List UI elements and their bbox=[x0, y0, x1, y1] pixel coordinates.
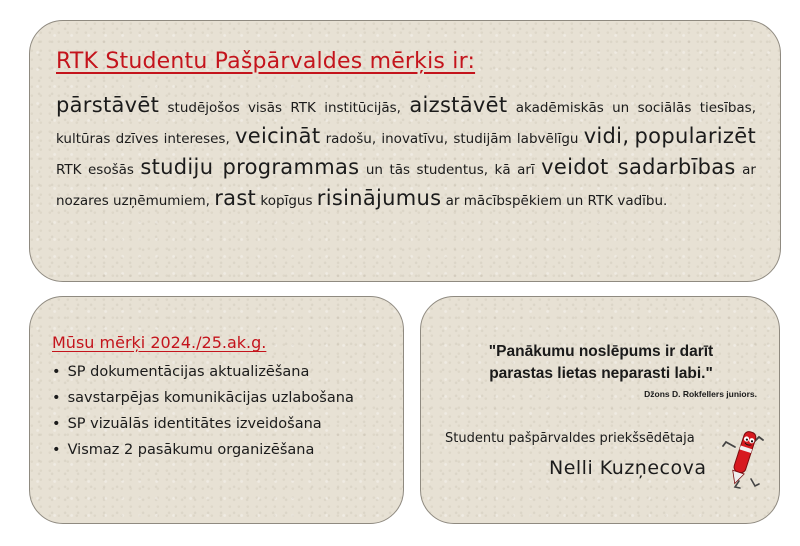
mission-keyword: vidi, bbox=[583, 124, 630, 148]
mission-text-fragment: akadēmiskās un sociālās tiesības, kultūras dzīves intereses, bbox=[56, 100, 757, 147]
mission-text-fragment: studējošos visās RTK institūcijās, bbox=[159, 100, 410, 116]
mission-text-fragment: RTK esošās bbox=[56, 162, 141, 178]
chair-role: Studentu pašpārvaldes priekšsēdētaja bbox=[445, 431, 695, 446]
goal-item: • SP vizuālās identitātes izveidošana bbox=[52, 411, 354, 437]
mission-keyword: risinājumus bbox=[316, 186, 442, 210]
mission-title: RTK Studentu Pašpārvaldes mērķis ir: bbox=[56, 49, 476, 74]
red-pen-mascot-icon bbox=[721, 421, 767, 491]
mission-card bbox=[29, 20, 781, 282]
quote-author: Džons D. Rokfellers juniors. bbox=[644, 389, 757, 399]
goal-item: • savstarpējas komunikācijas uzlabošana bbox=[52, 385, 354, 411]
quote-card bbox=[420, 296, 780, 524]
mission-text-fragment: ar nozares uzņēmumiem, bbox=[56, 162, 756, 209]
mission-keyword: popularizēt bbox=[634, 124, 757, 148]
mission-keyword: pārstāvēt bbox=[56, 93, 160, 117]
mission-keyword: studiju programmas bbox=[140, 155, 360, 179]
goal-item: • Vismaz 2 pasākumu organizēšana bbox=[52, 437, 354, 463]
mission-keyword: aizstāvēt bbox=[409, 93, 508, 117]
goals-list bbox=[52, 359, 354, 463]
quote-line-2: parastas lietas neparasti labi." bbox=[489, 365, 713, 382]
mission-keyword: rast bbox=[214, 186, 257, 210]
quote-text bbox=[421, 341, 781, 385]
goal-item: • SP dokumentācijas aktualizēšana bbox=[52, 359, 354, 385]
mission-text-fragment: ar mācībspēkiem un RTK vadību. bbox=[441, 193, 668, 209]
mission-text bbox=[56, 91, 756, 215]
quote-line-1: "Panākumu noslēpums ir darīt bbox=[488, 343, 714, 360]
mission-keyword: veicināt bbox=[235, 124, 321, 148]
mission-text-fragment: un tās studentus, kā arī bbox=[359, 162, 542, 178]
mission-text-fragment: kopīgus bbox=[256, 193, 317, 209]
mission-text-fragment: radošu, inovatīvu, studijām labvēlīgu bbox=[320, 131, 584, 147]
mission-keyword: veidot sadarbības bbox=[541, 155, 736, 179]
chair-name: Nelli Kuzņecova bbox=[549, 457, 707, 479]
goals-title: Mūsu mērķi 2024./25.ak.g. bbox=[52, 333, 267, 352]
goals-card bbox=[29, 296, 404, 524]
